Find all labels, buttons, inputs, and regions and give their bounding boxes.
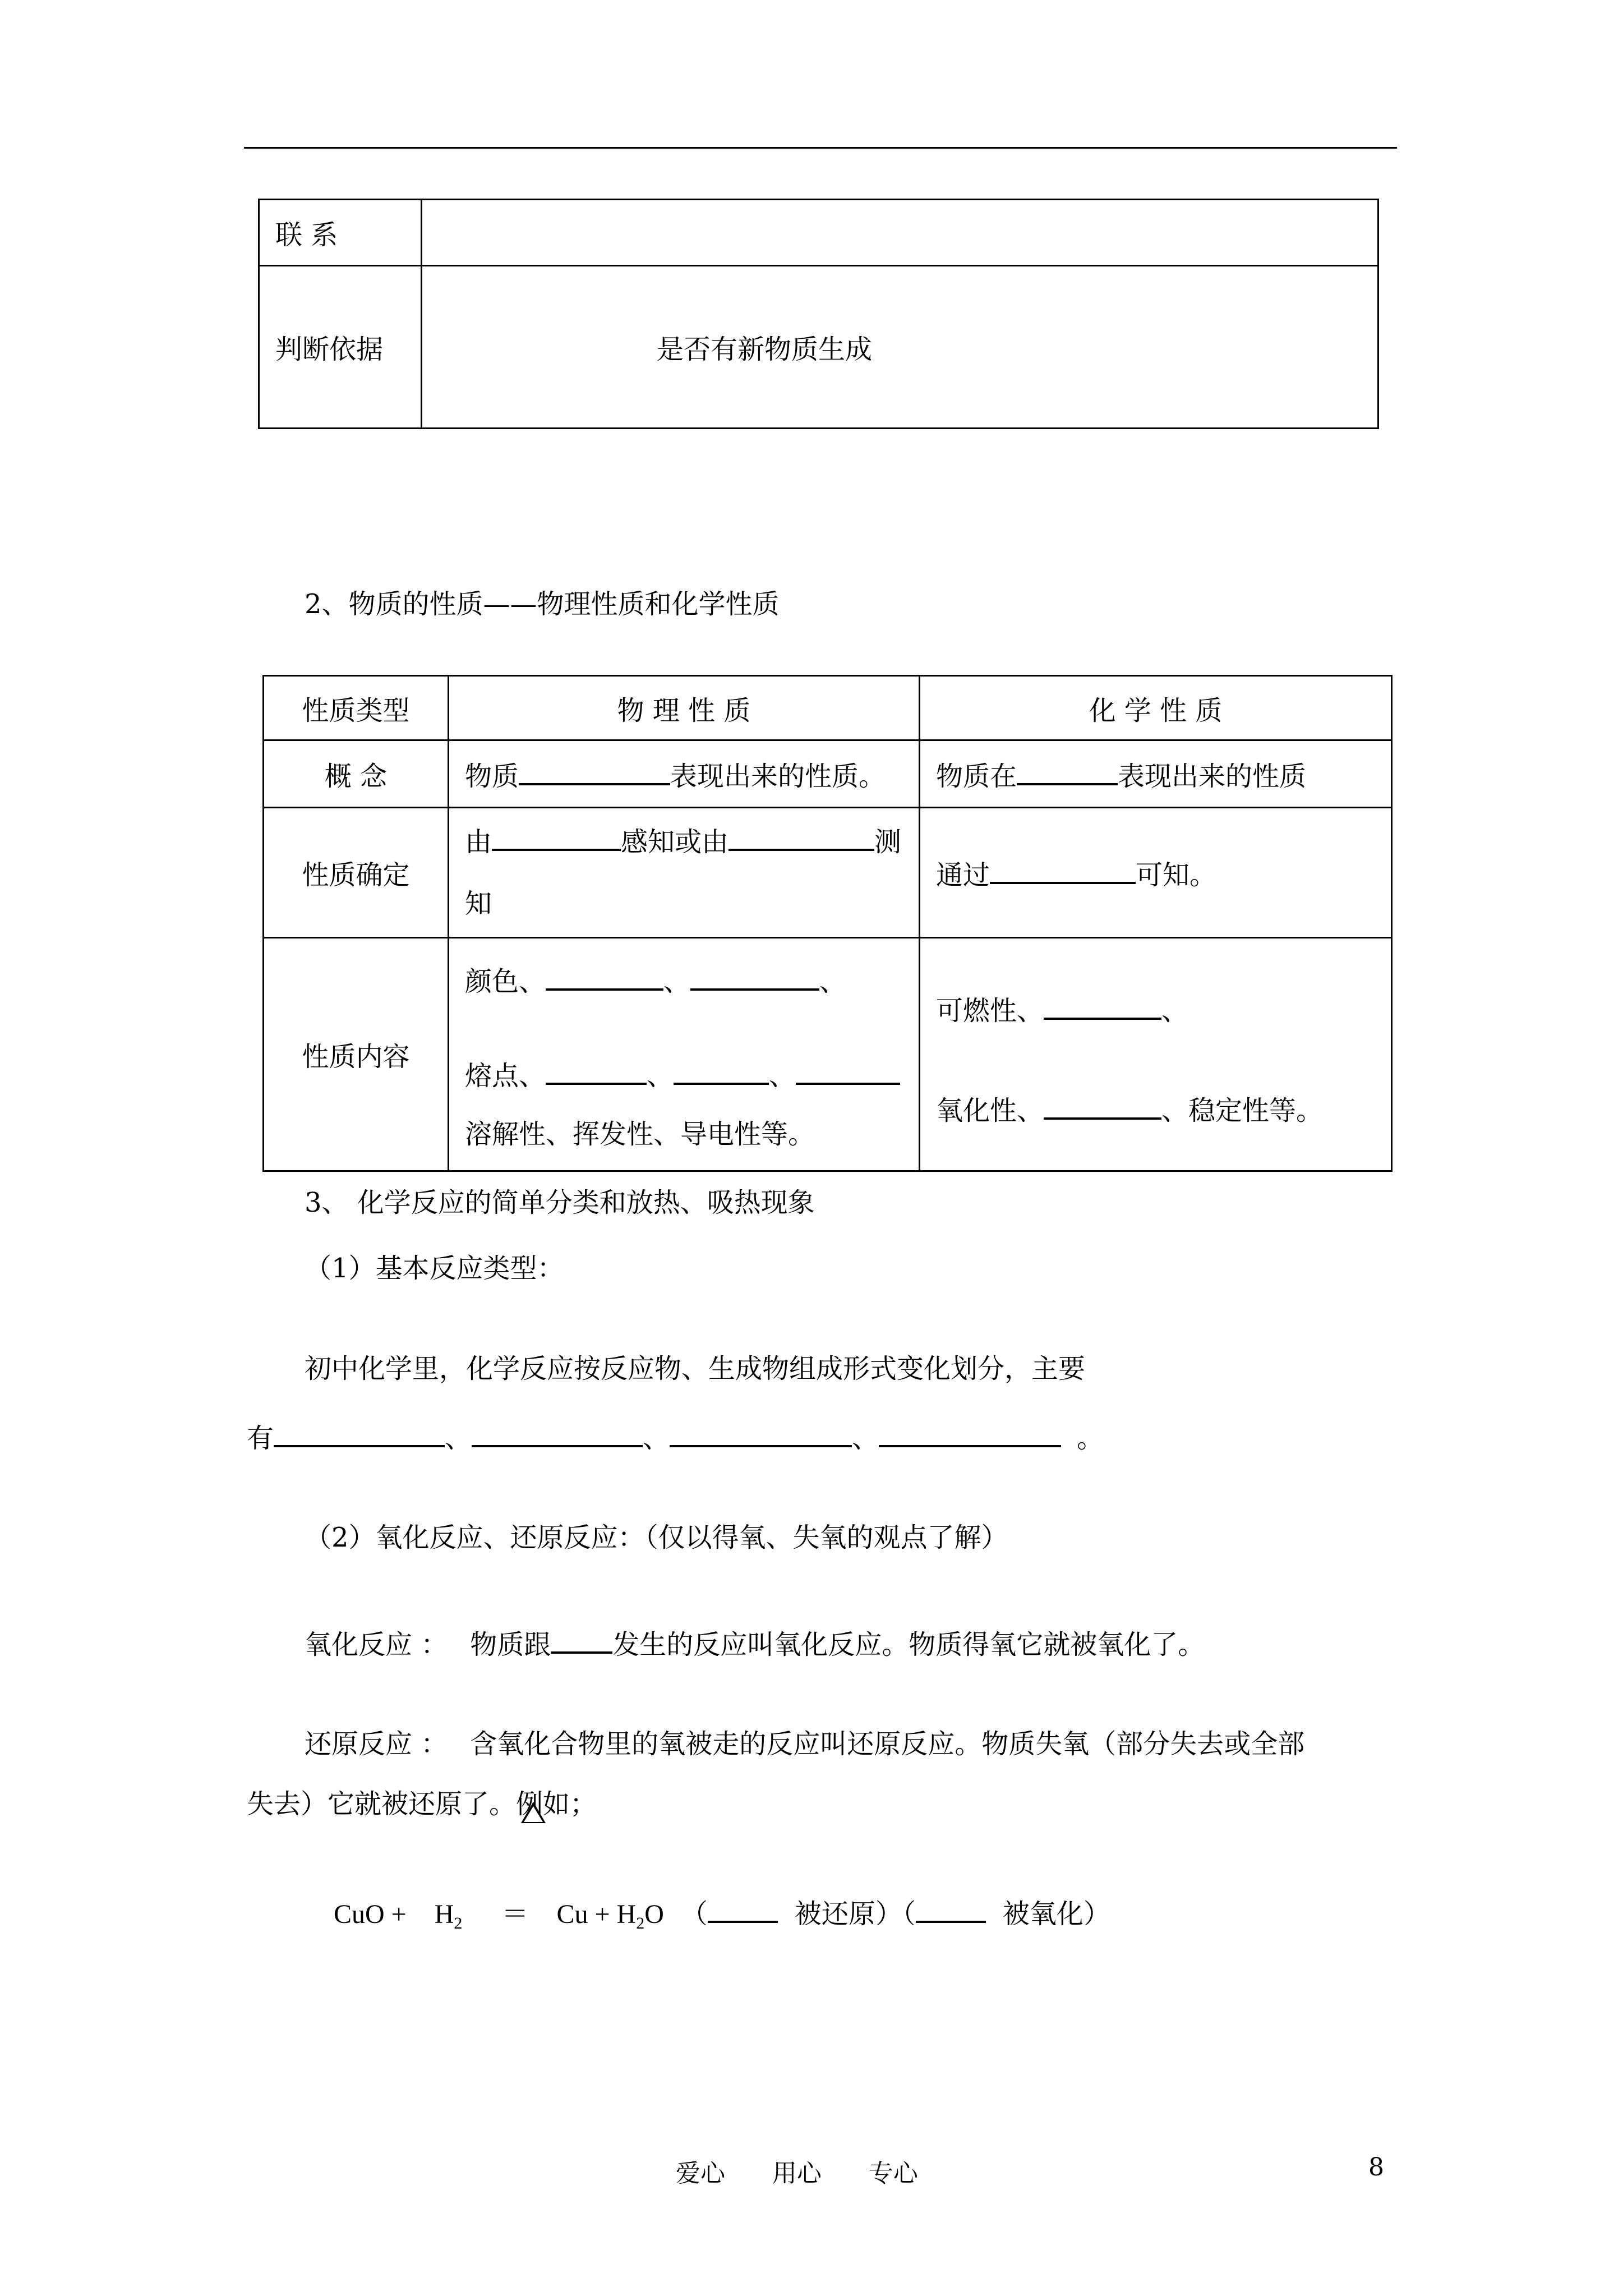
chemical-content: 可燃性、 、 氧化性、 、稳定性等。 [920,938,1392,1171]
blank[interactable] [990,857,1136,884]
blank[interactable] [274,1420,445,1447]
physical-concept: 物质 表现出来的性质。 [449,740,920,808]
section-3-heading: 3、 化学反应的简单分类和放热、吸热现象 [305,1187,815,1218]
header-physical: 物 理 性 质 [449,676,920,740]
value-relation [422,200,1378,266]
heat-triangle-icon [521,1802,546,1825]
comparison-table-continued [258,199,1379,429]
blank[interactable] [519,758,670,785]
chemical-confirm: 通过 可知。 [920,808,1392,938]
physical-content: 颜色、 、 、 熔点、 、 、 溶解性、挥发性、导电性等。 [449,938,920,1171]
value-criterion: 是否有新物质生成 [422,266,1378,429]
label-criterion: 判断依据 [259,266,422,429]
page-number: 8 [1368,2153,1384,2182]
chemical-concept: 物质在 表现出来的性质 [920,740,1392,808]
blank[interactable] [551,1627,612,1654]
blank[interactable] [916,1896,986,1923]
properties-table [262,675,1393,1172]
blank[interactable] [728,824,874,851]
reaction-equation: CuO + $H_2 = Cu + H_2O$ （ 被还原）（ 被氧化） [334,1896,1110,1932]
section-2-heading: 2、物质的性质——物理性质和化学性质 [305,588,780,620]
blank[interactable] [546,1058,647,1085]
header-type: 性质类型 [264,676,449,740]
paragraph-reaction-types: 初中化学里，化学反应按反应物、生成物组成形式变化划分，主要 [305,1353,1086,1384]
blank[interactable] [708,1896,778,1923]
blank[interactable] [674,1058,769,1085]
physical-confirm: 由 感知或由 测 知 [449,808,920,938]
blank[interactable] [546,964,663,991]
blank[interactable] [492,824,621,851]
blank[interactable] [796,1058,900,1085]
label-confirm: 性质确定 [264,808,449,938]
reduction-definition-line2: 失去）它就被还原了。例如； [247,1788,597,1820]
reaction-types-blanks: 有 、 、 、 。 [247,1420,1104,1452]
header-rule [244,147,1397,149]
blank[interactable] [1044,1093,1161,1120]
label-relation: 联 系 [259,200,422,266]
reduction-definition: 还原反应 ： 含氧化合物里的氧被走的反应叫还原反应。物质失氧（部分失去或全部 [305,1728,1305,1760]
blank[interactable] [690,964,819,991]
blank[interactable] [670,1420,852,1447]
blank[interactable] [1017,758,1118,785]
header-chemical: 化 学 性 质 [920,676,1392,740]
label-content: 性质内容 [264,938,449,1171]
blank[interactable] [1044,993,1161,1020]
oxidation-definition: 氧化反应 ： 物质跟 发生的反应叫氧化反应。物质得氧它就被氧化了。 [305,1627,1205,1658]
subsection-1-heading: （1）基本反应类型： [305,1253,564,1284]
label-concept: 概 念 [264,740,449,808]
footer-motto: 爱心 用心 专心 [676,2159,918,2188]
subsection-2-heading: （2）氧化反应、还原反应：（仅以得氧、失氧的观点了解） [305,1522,1008,1553]
blank[interactable] [472,1420,643,1447]
blank[interactable] [879,1420,1061,1447]
